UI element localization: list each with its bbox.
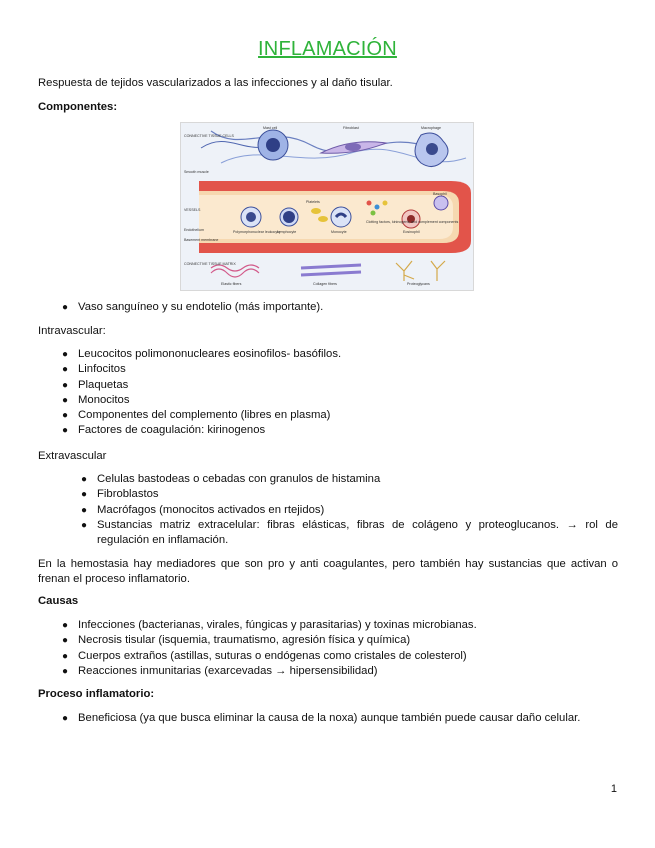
list-item: ● Monocitos — [62, 393, 130, 406]
causas-heading: Causas — [38, 595, 79, 607]
label-vessels: VESSELS — [184, 208, 201, 212]
label-ct-matrix: CONNECTIVE TISSUE MATRIX — [184, 262, 236, 266]
label-smooth-muscle: Smooth muscle — [184, 170, 209, 174]
intro-text: Respuesta de tejidos vascularizados a las infecciones y al daño tisular. — [38, 77, 393, 89]
list-item: ● Linfocitos — [62, 363, 126, 376]
list-item: ● Reacciones inmunitarias (exarcevadas → hipersensibilidad) — [62, 664, 378, 677]
label-fibroblast: Fibroblast — [343, 126, 359, 130]
label-basement: Basement membrane — [184, 238, 219, 242]
label-collagen: Collagen fibers — [313, 282, 337, 286]
list-item: ● Plaquetas — [62, 378, 129, 391]
label-monocyte: Monocyte — [331, 230, 347, 234]
inflammation-components-figure — [180, 122, 474, 291]
vaso-list — [62, 300, 618, 315]
label-lymphocyte: Lymphocyte — [277, 230, 297, 234]
page-title: INFLAMACIÓN — [258, 38, 397, 60]
list-item: ● Infecciones (bacterianas, virales, fúngicas y parasitarias) y toxinas microbianas. — [62, 619, 477, 631]
extravascular-list — [81, 472, 618, 548]
hemostasia-text: En la hemostasia hay mediadores que son pro y anti coagulantes, pero también hay sustancias que activan o frenan el proceso inflamatorio. — [38, 558, 618, 585]
causas-list — [62, 618, 618, 679]
list-item: ● Celulas bastodeas o cebadas con granulos de histamina — [81, 473, 381, 485]
label-clotting: Clotting factors, kininogens, and complement components — [366, 220, 459, 224]
list-item: ● Necrosis tisular (isquemia, traumatismo, agresión física y química) — [62, 634, 411, 647]
list-item: ● Leucocitos polimononucleares eosinofilos- basófilos. — [62, 348, 342, 360]
figure-illustration — [181, 123, 473, 290]
list-item: ● Sustancias matriz extracelular: fibras elásticas, fibras de colágeno y proteoglucanos. → rol de regulación en inflamación. — [81, 518, 618, 547]
label-pmn: Polymorphonuclear leukocyte — [233, 230, 281, 234]
label-platelets: Platelets — [306, 200, 320, 204]
label-eosinophil: Eosinophil — [403, 230, 420, 234]
label-endothelium: Endothelium — [184, 228, 204, 232]
label-proteoglycans: Proteoglycans — [407, 282, 430, 286]
proceso-heading: Proceso inflamatorio: — [38, 688, 155, 700]
componentes-heading: Componentes: — [38, 101, 118, 113]
list-item: ● Componentes del complemento (libres en plasma) — [62, 409, 331, 422]
list-item: ● Beneficiosa (ya que busca eliminar la causa de la noxa) aunque también puede causar daño celular. — [62, 712, 581, 724]
list-item: ● Cuerpos extraños (astillas, suturas o endógenas como cristales de colesterol) — [62, 649, 467, 662]
intravascular-heading: Intravascular: — [38, 325, 106, 337]
label-mast-cell: Mast cell — [263, 126, 278, 130]
list-item: ● Fibroblastos — [81, 488, 159, 501]
label-ct-cells: CONNECTIVE TISSUE CELLS — [184, 134, 234, 138]
label-elastic: Elastic fibers — [221, 282, 242, 286]
list-item: ● Vaso sanguíneo y su endotelio (más importante). — [62, 301, 324, 313]
label-macrophage: Macrophage — [421, 126, 441, 130]
page-number: 1 — [610, 783, 617, 795]
proceso-list — [62, 711, 618, 726]
label-basophil: Basophil — [433, 192, 447, 196]
list-item: ● Macrófagos (monocitos activados en rtejidos) — [81, 503, 325, 516]
list-item: ● Factores de coagulación: kirinogenos — [62, 424, 266, 437]
extravascular-heading: Extravascular — [38, 450, 107, 462]
intravascular-list — [62, 347, 618, 439]
mast-cell-icon — [258, 130, 288, 160]
